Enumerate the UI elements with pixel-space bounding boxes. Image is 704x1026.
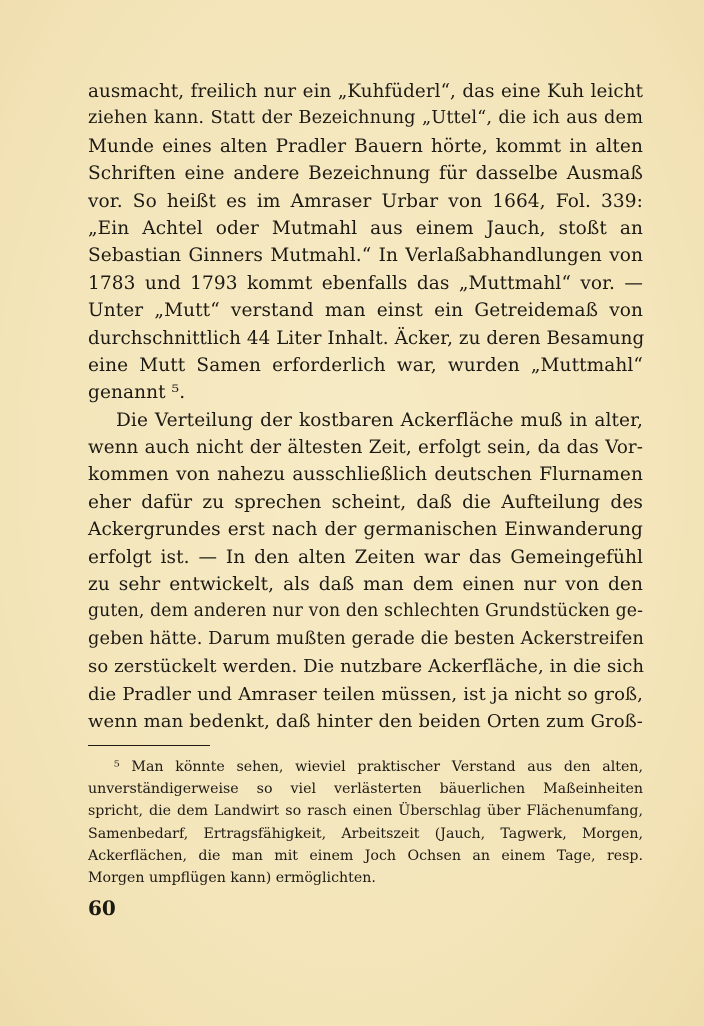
footnote-line: Morgen umpflügen kann) ermöglichten. — [88, 869, 376, 886]
text-line: Ackergrundes erst nach der germanischen Einwanderung — [88, 519, 643, 541]
text-line: Unter „Mutt“ verstand man einst ein Getreidemaß von — [88, 300, 643, 322]
footnote-divider — [88, 745, 210, 746]
text-line: die Pradler und Amraser teilen müssen, ist ja nicht so groß, — [88, 683, 643, 705]
paragraph-first-line: Die Verteilung der kostbaren Ackerfläche muß in alter, — [116, 409, 643, 431]
footnote-line: unverständigerweise so viel verlästerten bäuerlichen Maßeinheiten — [88, 781, 643, 798]
text-line: kommen von nahezu ausschließlich deutschen Flurnamen — [88, 464, 643, 486]
text-line: „Ein Achtel oder Mutmahl aus einem Jauch, stoßt an — [88, 217, 643, 239]
text-line: genannt ⁵. — [88, 382, 186, 404]
text-line: so zerstückelt werden. Die nutzbare Ackerfläche, in die sich — [88, 656, 645, 678]
text-line: ausmacht, freilich nur ein „Kuhfüderl“, das eine Kuh leicht — [88, 81, 643, 102]
text-line: 1783 und 1793 kommt ebenfalls das „Muttmahl“ vor. — — [88, 272, 643, 294]
text-line: geben hätte. Darum mußten gerade die besten Ackerstreifen — [88, 628, 644, 649]
footnote-line: Ackerflächen, die man mit einem Joch Ochsen an einem Tage, resp. — [88, 847, 643, 864]
page-number: 60 — [88, 896, 116, 920]
text-line: Sebastian Ginners Mutmahl.“ In Verlaßabhandlungen von — [88, 245, 643, 267]
text-line: eine Mutt Samen erforderlich war, wurden „Muttmahl“ — [88, 354, 643, 376]
footnote-line: ⁵ Man könnte sehen, wieviel praktischer Verstand aus den alten, — [114, 759, 643, 775]
main-text-block — [88, 78, 643, 735]
text-line: vor. So heißt es im Amraser Urbar von 1664, Fol. 339: — [88, 190, 643, 212]
text-line: erfolgt ist. — In den alten Zeiten war das Gemeingefühl — [88, 546, 643, 568]
footnote-block — [88, 756, 643, 889]
text-line: Schriften eine andere Bezeichnung für dasselbe Ausmaß — [88, 163, 643, 185]
text-line: eher dafür zu sprechen scheint, daß die Aufteilung des — [88, 491, 643, 513]
footnote-line: spricht, die dem Landwirt so rasch einen Überschlag über Flächenumfang, — [88, 803, 643, 820]
text-line: ziehen kann. Statt der Bezeichnung „Uttel“, die ich aus dem — [88, 108, 643, 129]
text-line: wenn man bedenkt, daß hinter den beiden Orten zum Groß- — [88, 710, 643, 732]
footnote-line: Samenbedarf, Ertragsfähigkeit, Arbeitszeit (Jauch, Tagwerk, Morgen, — [88, 825, 643, 842]
text-line: guten, dem anderen nur von den schlechten Grundstücken ge- — [88, 601, 643, 622]
text-line: durchschnittlich 44 Liter Inhalt. Äcker, zu deren Besamung — [88, 327, 645, 349]
text-line: Munde eines alten Pradler Bauern hörte, kommt in alten — [88, 135, 643, 157]
text-line: zu sehr entwickelt, als daß man dem einen nur von den — [88, 574, 643, 596]
text-line: wenn auch nicht der ältesten Zeit, erfolgt sein, da das Vor- — [88, 437, 643, 459]
